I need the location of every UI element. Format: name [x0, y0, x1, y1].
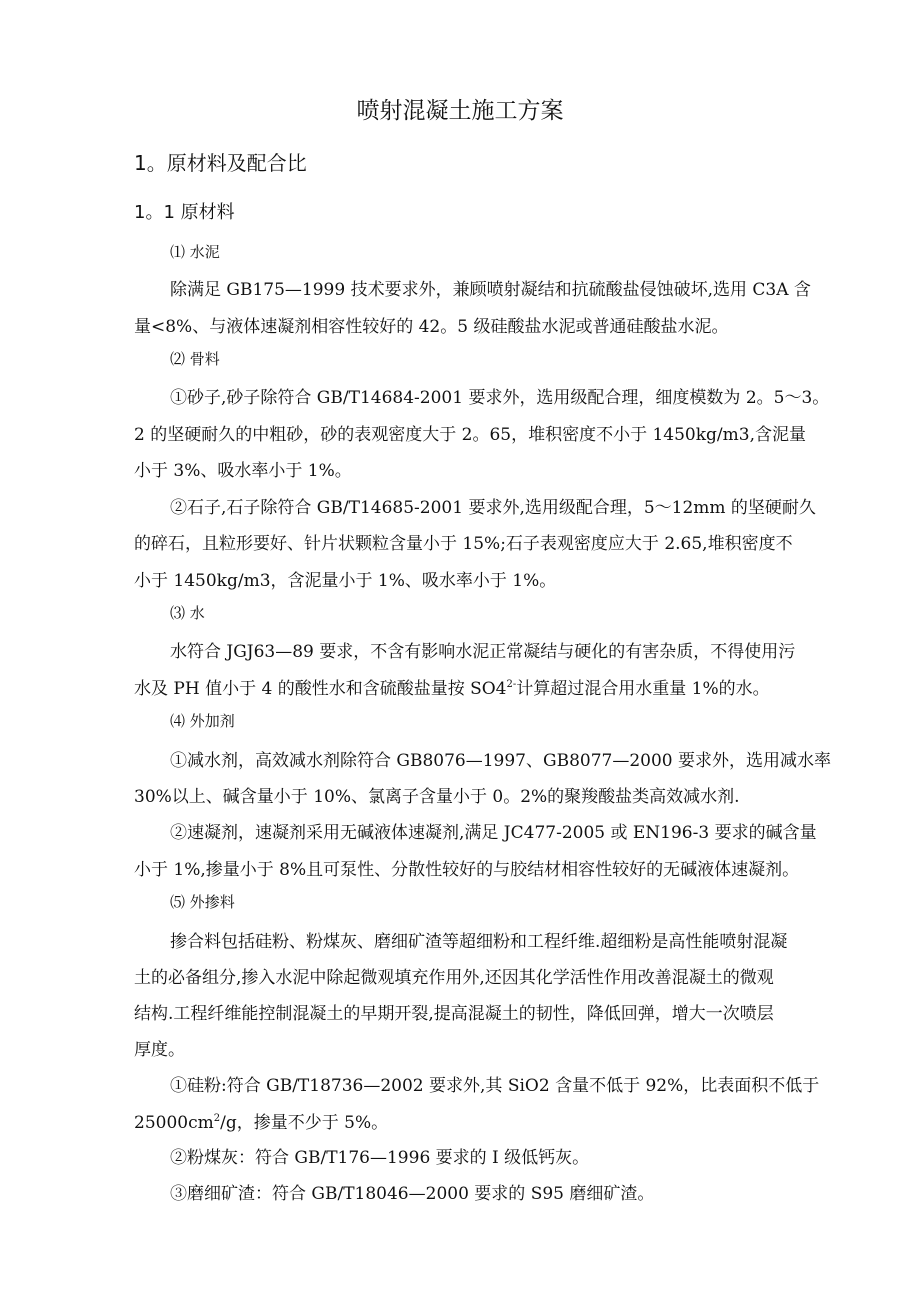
item-label-mineral-admixture: ⑸ 外掺料	[170, 893, 235, 911]
item-label-admixture: ⑷ 外加剂	[170, 712, 235, 730]
subsection-heading-1-1: 1。1 原材料	[134, 202, 235, 223]
paragraph-line: ②速凝剂，速凝剂采用无碱液体速凝剂,满足 JC477-2005 或 EN196-3 要求的碱含量	[170, 823, 817, 843]
superscript: 2-	[506, 679, 517, 690]
paragraph-text: 水及 PH 值小于 4 的酸性水和含硫酸盐量按 SO4	[134, 679, 507, 699]
paragraph-line: 的碎石，且粒形要好、针片状颗粒含量小于 15%;石子表观密度应大于 2.65,堆积密度不	[134, 534, 793, 554]
paragraph-line: 厚度。	[134, 1040, 185, 1060]
paragraph-line: 结构.工程纤维能控制混凝土的早期开裂,提高混凝土的韧性，降低回弹，增大一次喷层	[134, 1004, 774, 1024]
item-label-cement: ⑴ 水泥	[170, 243, 220, 261]
paragraph-line: 2 的坚硬耐久的中粗砂，砂的表观密度大于 2。65，堆积密度不小于 1450kg/m3,含泥量	[134, 425, 806, 445]
paragraph-line: 土的必备组分,掺入水泥中除起微观填充作用外,还因其化学活性作用改善混凝土的微观	[134, 968, 774, 988]
section-heading-1: 1。原材料及配合比	[134, 151, 307, 175]
paragraph-line: 水符合 JGJ63—89 要求，不含有影响水泥正常凝结与硬化的有害杂质，不得使用污	[170, 642, 796, 662]
paragraph-line: 量<8%、与液体速凝剂相容性较好的 42。5 级硅酸盐水泥或普通硅酸盐水泥。	[134, 317, 729, 337]
paragraph-line: ①减水剂，高效减水剂除符合 GB8076—1997、GB8077—2000 要求外，选用减水率	[170, 751, 832, 771]
paragraph-line: ①硅粉:符合 GB/T18736—2002 要求外,其 SiO2 含量不低于 92%，比表面积不低于	[170, 1076, 820, 1096]
superscript: 2	[213, 1113, 221, 1124]
item-label-water: ⑶ 水	[170, 604, 205, 622]
paragraph-text: /g，掺量不少于 5%。	[220, 1113, 389, 1133]
paragraph-line: 小于 1450kg/m3，含泥量小于 1%、吸水率小于 1%。	[134, 571, 557, 591]
paragraph-line: 掺合料包括硅粉、粉煤灰、磨细矿渣等超细粉和工程纤维.超细粉是高性能喷射混凝	[170, 932, 788, 952]
paragraph-line: ②石子,石子除符合 GB/T14685-2001 要求外,选用级配合理，5～12mm 的坚硬耐久	[170, 498, 816, 518]
paragraph-text: 计算超过混合用水重量 1%的水。	[516, 679, 770, 699]
paragraph-line: ③磨细矿渣：符合 GB/T18046—2000 要求的 S95 磨细矿渣。	[170, 1184, 655, 1204]
paragraph-line	[134, 1108, 388, 1133]
paragraph-line	[134, 674, 770, 699]
item-label-aggregate: ⑵ 骨料	[170, 350, 220, 368]
paragraph-line: 小于 1%,掺量小于 8%且可泵性、分散性较好的与胶结材相容性较好的无碱液体速凝剂。	[134, 860, 800, 880]
paragraph-line: 除满足 GB175—1999 技术要求外，兼顾喷射凝结和抗硫酸盐侵蚀破坏,选用 C3A 含	[170, 280, 811, 300]
document-title: 喷射混凝土施工方案	[356, 98, 564, 124]
paragraph-line: 30%以上、碱含量小于 10%、氯离子含量小于 0。2%的聚羧酸盐类高效减水剂.	[134, 787, 740, 807]
paragraph-text: 25000cm	[134, 1113, 214, 1133]
paragraph-line: ①砂子,砂子除符合 GB/T14684-2001 要求外，选用级配合理，细度模数为 2。5～3。	[170, 388, 830, 408]
paragraph-line: 小于 3%、吸水率小于 1%。	[134, 461, 352, 481]
paragraph-line: ②粉煤灰：符合 GB/T176—1996 要求的 I 级低钙灰。	[170, 1148, 590, 1168]
